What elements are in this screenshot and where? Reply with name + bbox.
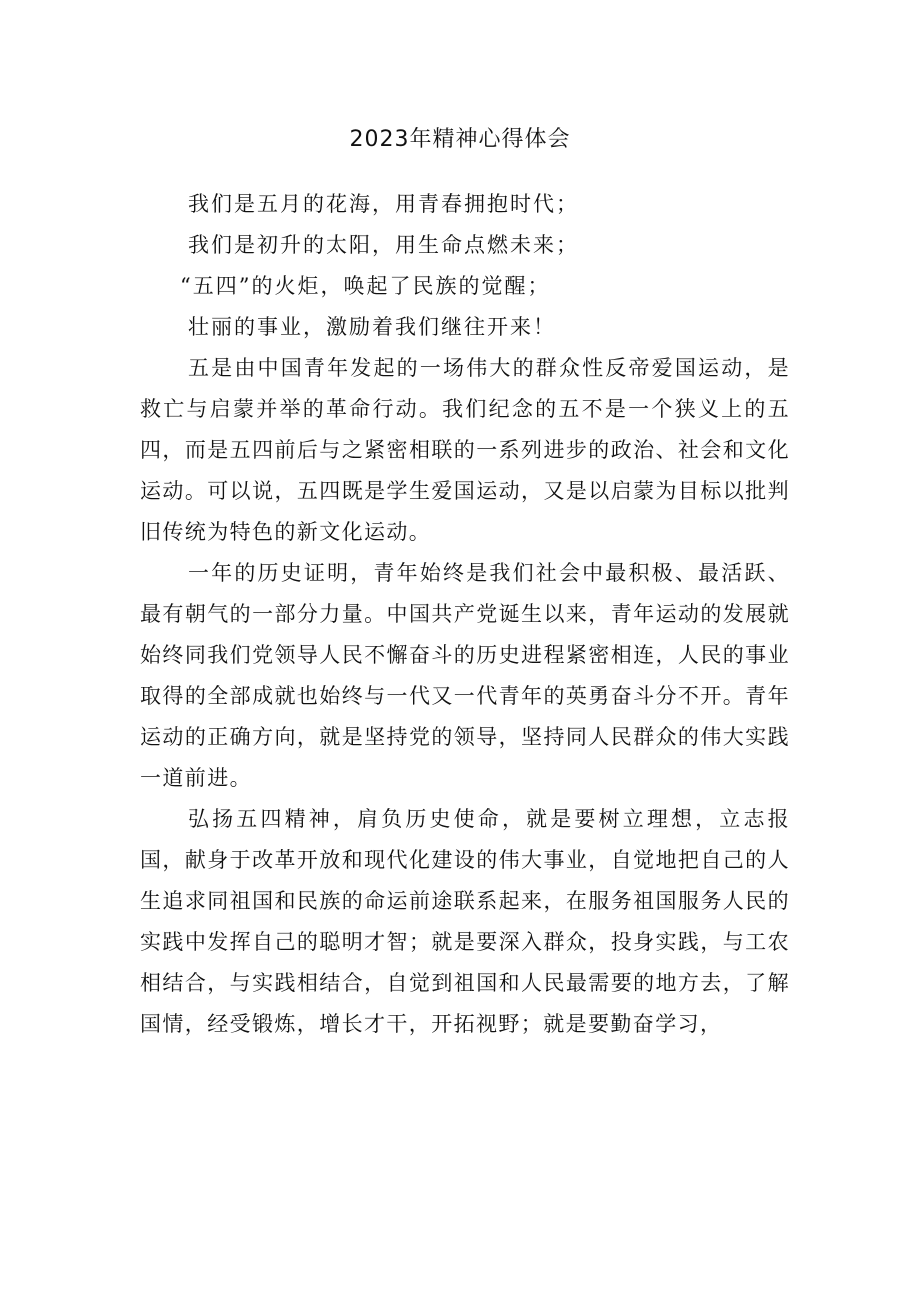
document-title: 2023年精神心得体会 <box>349 127 571 152</box>
poem-line: 我们是五月的花海，用青春拥抱时代； <box>188 192 579 216</box>
poem-line: “五四”的火炬，唤起了民族的觉醒； <box>180 274 551 298</box>
poem-line: 壮丽的事业，激励着我们继往开来！ <box>188 315 556 339</box>
paragraph: 弘扬五四精神，肩负历史使命，就是要树立理想，立志报国，献身于改革开放和现代化建设的伟大事业，自觉地把自己的人生追求同祖国和民族的命运前途联系起来，在服务祖国服务人民的实践中发挥自己的聪明才智；就是要深入群众，投身实践，与工农相结合，与实践相结合，自觉到祖国和人民最需要的地方去，了解国情，经受锻炼，增长才干，开拓视野；就是要勤奋学习， <box>140 807 790 1036</box>
document-body <box>140 184 790 1045</box>
poem-line: 我们是初升的太阳，用生命点燃未来； <box>188 233 579 257</box>
paragraph: 五是由中国青年发起的一场伟大的群众性反帝爱国运动，是救亡与启蒙并举的革命行动。我们纪念的五不是一个狭义上的五四，而是五四前后与之紧密相联的一系列进步的政治、社会和文化运动。可以说，五四既是学生爱国运动，又是以启蒙为目标以批判旧传统为特色的新文化运动。 <box>140 356 790 544</box>
paragraph: 一年的历史证明，青年始终是我们社会中最积极、最活跃、最有朝气的一部分力量。中国共产党诞生以来，青年运动的发展就始终同我们党领导人民不懈奋斗的历史进程紧密相连，人民的事业取得的全部成就也始终与一代又一代青年的英勇奋斗分不开。青年运动的正确方向，就是坚持党的领导，坚持同人民群众的伟大实践一道前进。 <box>140 561 790 790</box>
